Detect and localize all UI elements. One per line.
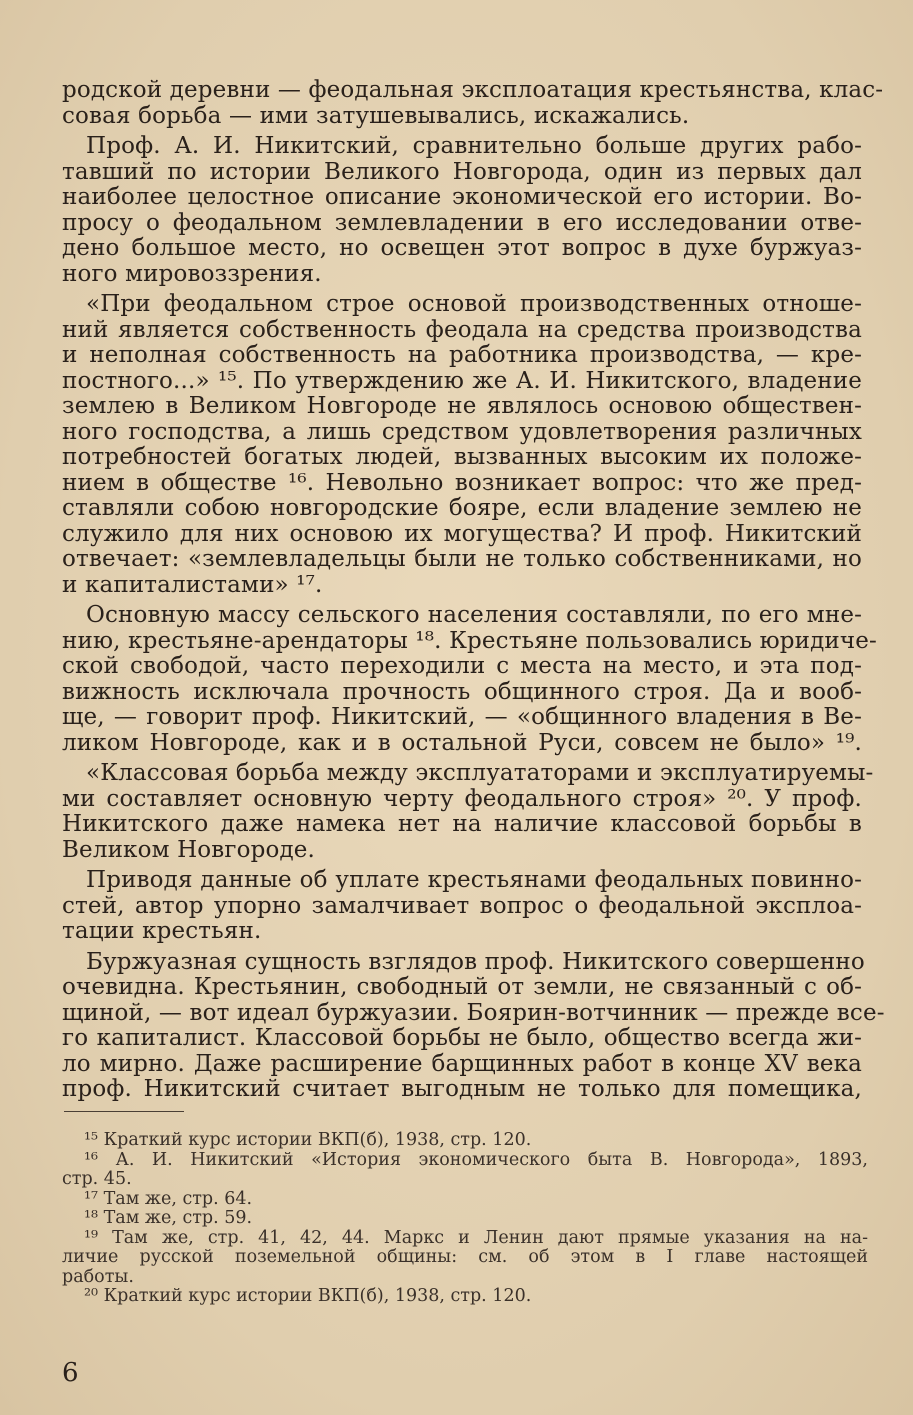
footnote-line: ¹⁸ Там же, стр. 59. [84, 1208, 253, 1228]
footnote-line: ²⁰ Краткий курс истории ВКП(б), 1938, стр. 120. [84, 1286, 532, 1306]
text-line: «Классовая борьба между эксплуататорами и эксплуатируемы- [86, 760, 874, 786]
text-line: ской свободой, часто переходили с места на место, и эта под- [62, 653, 862, 679]
text-line: потребностей богатых людей, вызванных высоким их положе- [62, 444, 862, 470]
text-line: дено большое место, но освещен этот вопрос в духе буржуаз- [62, 235, 862, 261]
footnote-line: ¹⁷ Там же, стр. 64. [84, 1188, 253, 1209]
text-line: го капиталист. Классовой борьбы не было, общество всегда жи- [62, 1025, 862, 1051]
text-line: щиной, — вот идеал буржуазии. Боярин-вотчинник — прежде все- [62, 999, 885, 1026]
text-line: ликом Новгороде, как и в остальной Руси, совсем не было» ¹⁹. [62, 729, 862, 756]
text-line: постного...» ¹⁵. По утверждению же А. И. Никитского, владение [62, 367, 862, 394]
text-line: нием в обществе ¹⁶. Невольно возникает вопрос: что же пред- [62, 469, 862, 496]
text-line: ного мировоззрения. [62, 260, 322, 287]
text-line: и капиталистами» ¹⁷. [62, 571, 323, 598]
text-line: родской деревни — феодальная эксплоатация крестьянства, клас- [62, 77, 884, 103]
footnote-line: ¹⁹ Там же, стр. 41, 42, 44. Маркс и Ленин дают прямые указания на на- [84, 1227, 868, 1248]
page-number: 6 [62, 1358, 79, 1388]
text-line: вижность исключала прочность общинного строя. Да и вооб- [62, 678, 862, 705]
text-line: и неполная собственность на работника производства, — кре- [62, 342, 862, 368]
text-line: ми составляет основную черту феодального строя» ²⁰. У проф. [62, 785, 862, 812]
text-line: очевидна. Крестьянин, свободный от земли, не связанный с об- [62, 974, 862, 1000]
text-line: служило для них основою их могущества? И проф. Никитский [62, 520, 862, 547]
text-line: проф. Никитский считает выгодным не только для помещика, [62, 1076, 862, 1102]
footnote-line: стр. 45. [62, 1169, 132, 1189]
text-line: стей, автор упорно замалчивает вопрос о феодальной эксплоа- [62, 892, 862, 919]
footnotes [62, 1131, 868, 1307]
text-line: отвечает: «землевладельцы были не только собственниками, но [62, 546, 862, 572]
text-line: тавший по истории Великого Новгорода, один из первых дал [62, 158, 862, 185]
footnote-line: личие русской поземельной общины: см. об этом в I главе настоящей [62, 1247, 868, 1267]
text-line: Великом Новгороде. [62, 836, 315, 863]
text-line: землею в Великом Новгороде не являлось основою обществен- [62, 393, 862, 419]
body-text [62, 77, 885, 1103]
footnote-line: ¹⁵ Краткий курс истории ВКП(б), 1938, стр. 120. [84, 1130, 532, 1150]
text-line: Никитского даже намека нет на наличие классовой борьбы в [62, 811, 862, 837]
text-line: ного господства, а лишь средством удовлетворения различных [62, 418, 862, 445]
text-line: ний является собственность феодала на средства производства [62, 316, 862, 343]
footnote-separator [64, 1111, 184, 1112]
text-line: просу о феодальном землевладении в его исследовании отве- [62, 209, 862, 236]
text-line: Проф. А. И. Никитский, сравнительно больше других рабо- [86, 133, 862, 159]
text-line: тации крестьян. [62, 918, 262, 944]
text-line: ще, — говорит проф. Никитский, — «общинного владения в Ве- [62, 704, 862, 730]
footnote-line: работы. [62, 1266, 134, 1287]
text-line: «При феодальном строе основой производственных отноше- [86, 291, 862, 317]
text-line: ставляли собою новгородские бояре, если владение землею не [62, 495, 862, 521]
text-line: Приводя данные об уплате крестьянами феодальных повинно- [86, 867, 862, 893]
text-line: наиболее целостное описание экономической его истории. Во- [62, 184, 862, 210]
text-line: ло мирно. Даже расширение барщинных работ в конце XV века [62, 1050, 862, 1077]
text-line: Основную массу сельского населения составляли, по его мне- [86, 602, 862, 628]
text-line: совая борьба — ими затушевывались, искажались. [62, 102, 690, 129]
text-line: Буржуазная сущность взглядов проф. Никитского совершенно [86, 948, 865, 975]
footnote-line: ¹⁶ А. И. Никитский «История экономического быта В. Новгорода», 1893, [84, 1149, 868, 1170]
text-line: нию, крестьяне-арендаторы ¹⁸. Крестьяне пользовались юридиче- [62, 627, 877, 654]
